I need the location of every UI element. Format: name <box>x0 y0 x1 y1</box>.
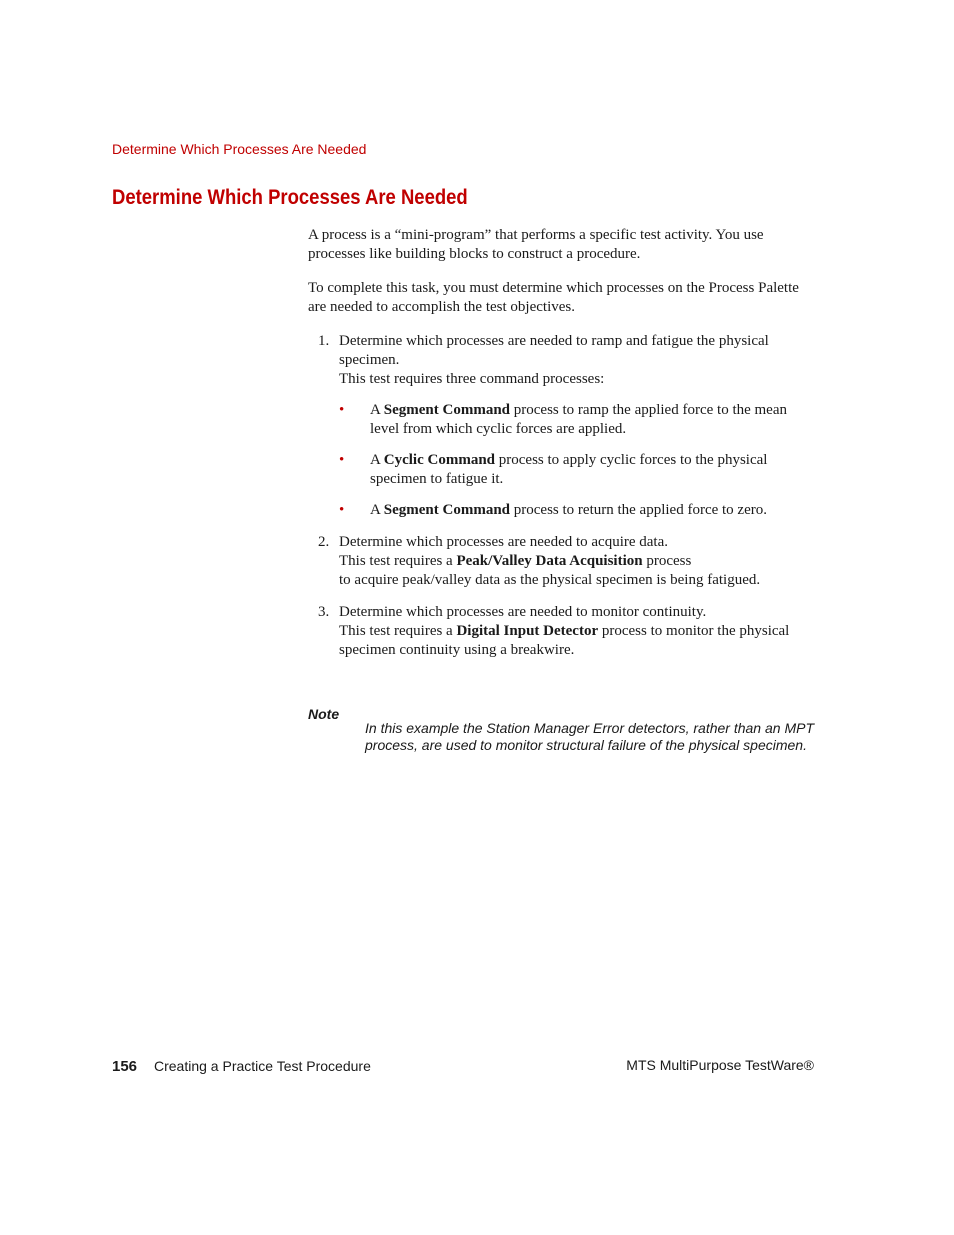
section-body <box>308 226 818 673</box>
detail-text: to acquire peak/valley data as the physical specimen is being fatigued. <box>339 572 761 588</box>
detail-text: process <box>642 553 692 569</box>
intro-paragraph-1: A process is a “mini-program” that performs a specific test activity. You use processes like building blocks to construct a procedure. <box>308 227 764 262</box>
note-block <box>308 706 818 768</box>
step-number: 1. <box>318 333 330 349</box>
note-label: Note <box>308 706 340 722</box>
bullet-item <box>339 451 818 489</box>
bullet-text: process to return the applied force to zero. <box>510 502 767 518</box>
page-number: 156 <box>112 1058 138 1075</box>
bullet-prefix: A <box>370 452 384 468</box>
process-name: Peak/Valley Data Acquisition <box>456 553 643 569</box>
process-name: Cyclic Command <box>383 452 496 468</box>
step-detail <box>339 552 818 590</box>
step-list <box>308 332 818 660</box>
step-item-2 <box>308 533 818 590</box>
footer-product-name: MTS MultiPurpose TestWare® <box>626 1057 814 1073</box>
process-name: Segment Command <box>383 502 511 518</box>
bullet-prefix: A <box>370 402 384 418</box>
footer-chapter-title: Creating a Practice Test Procedure <box>154 1058 371 1074</box>
bullet-marker: • <box>339 402 345 418</box>
bullet-item <box>339 501 818 520</box>
process-name: Digital Input Detector <box>456 623 599 639</box>
step-number: 3. <box>318 604 330 620</box>
step-item-3 <box>308 603 818 660</box>
bullet-item <box>339 401 818 439</box>
process-name: Segment Command <box>383 402 511 418</box>
step-detail: This test requires three command processes: <box>339 371 605 387</box>
note-text: In this example the Station Manager Error detectors, rather than an MPT process, are used to monitor structural failure of the physical specimen. <box>365 720 814 753</box>
detail-prefix: This test requires a <box>339 623 457 639</box>
step-text: Determine which processes are needed to monitor continuity. <box>339 604 707 620</box>
bullet-marker: • <box>339 452 345 468</box>
process-bullet-list <box>339 401 818 520</box>
bullet-marker: • <box>339 502 345 518</box>
bullet-text: process to ramp the applied force to the mean level from which cyclic forces are applied. <box>370 402 787 437</box>
step-text: Determine which processes are needed to ramp and fatigue the physical specimen. <box>339 333 769 368</box>
step-text: Determine which processes are needed to acquire data. <box>339 534 669 550</box>
detail-text: process to monitor the physical specimen continuity using a breakwire. <box>339 623 790 658</box>
running-header: Determine Which Processes Are Needed <box>112 141 367 157</box>
detail-prefix: This test requires a <box>339 553 457 569</box>
bullet-prefix: A <box>370 502 384 518</box>
step-number: 2. <box>318 534 330 550</box>
bullet-text: process to apply cyclic forces to the physical specimen to fatigue it. <box>370 452 768 487</box>
section-heading: Determine Which Processes Are Needed <box>112 186 468 209</box>
step-detail <box>339 622 818 660</box>
intro-paragraph-2: To complete this task, you must determine which processes on the Process Palette are needed to accomplish the test objectives. <box>308 280 799 315</box>
step-item-1 <box>308 332 818 520</box>
